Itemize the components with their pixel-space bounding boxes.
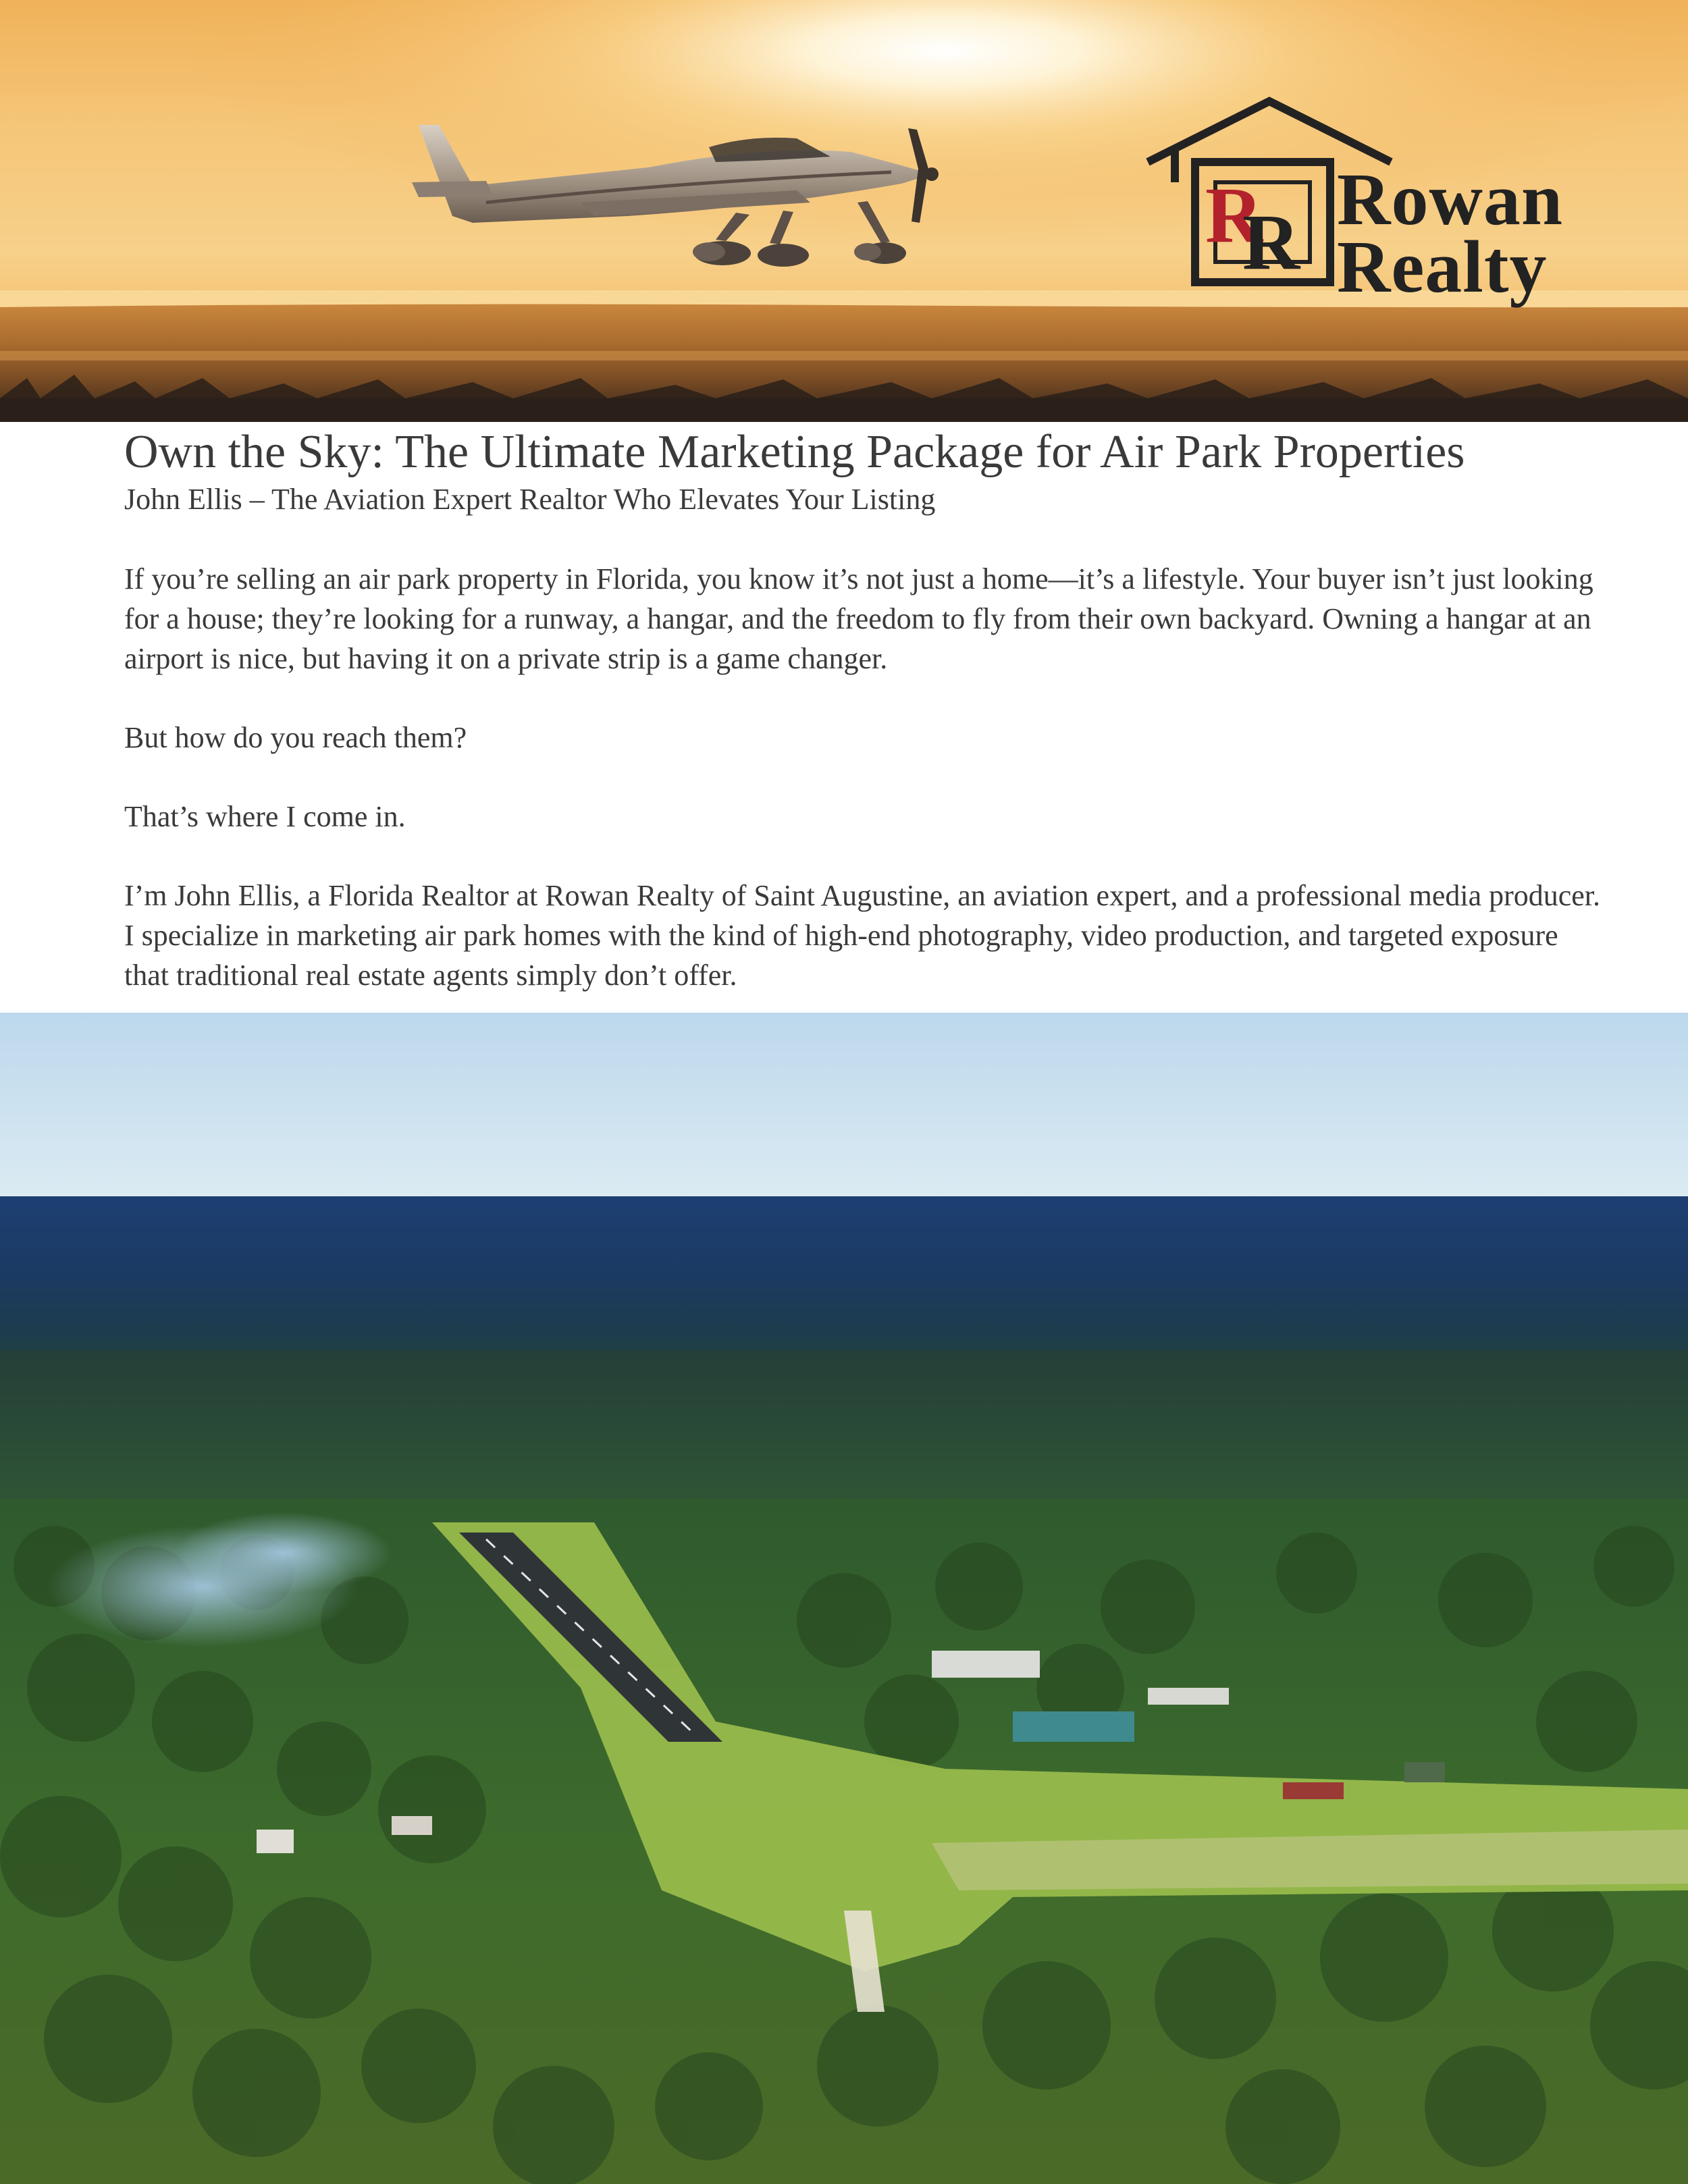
aerial-photo <box>0 1013 1688 2184</box>
logo-word-rowan: Rowan <box>1337 158 1564 240</box>
paragraph-intro: If you’re selling an air park property in Florida, you know it’s not just a home—it’s a lifestyle. Your buyer isn’t just looking for a house; they’re looking for a runway, a hangar, and the freedom to fly from their own backyard. Owning a hangar at an airport is nice, but having it on a private strip is a game changer. <box>124 562 1593 675</box>
logo-letter-r-black: R <box>1242 198 1300 286</box>
paragraph-about: I’m John Ellis, a Florida Realtor at Rowan Realty of Saint Augustine, an aviation expert, and a professional media producer. I specialize in marketing air park homes with the kind of high-end photography, video production, and targeted exposure that traditional real estate agents simply don’t offer. <box>124 879 1601 992</box>
paragraph-transition: That’s where I come in. <box>124 800 406 833</box>
rowan-realty-logo <box>1141 95 1600 311</box>
paragraph-question: But how do you reach them? <box>124 721 467 754</box>
aerial-airstrip-photo <box>0 1013 1688 2184</box>
page-subtitle: John Ellis – The Aviation Expert Realtor Who Elevates Your Listing <box>124 483 936 516</box>
page-title: Own the Sky: The Ultimate Marketing Package for Air Park Properties <box>124 426 1465 478</box>
logo-letter-r-red: R <box>1205 171 1263 259</box>
article-body <box>124 424 1610 995</box>
logo-word-realty: Realty <box>1337 225 1548 308</box>
hero-banner <box>0 0 1688 422</box>
